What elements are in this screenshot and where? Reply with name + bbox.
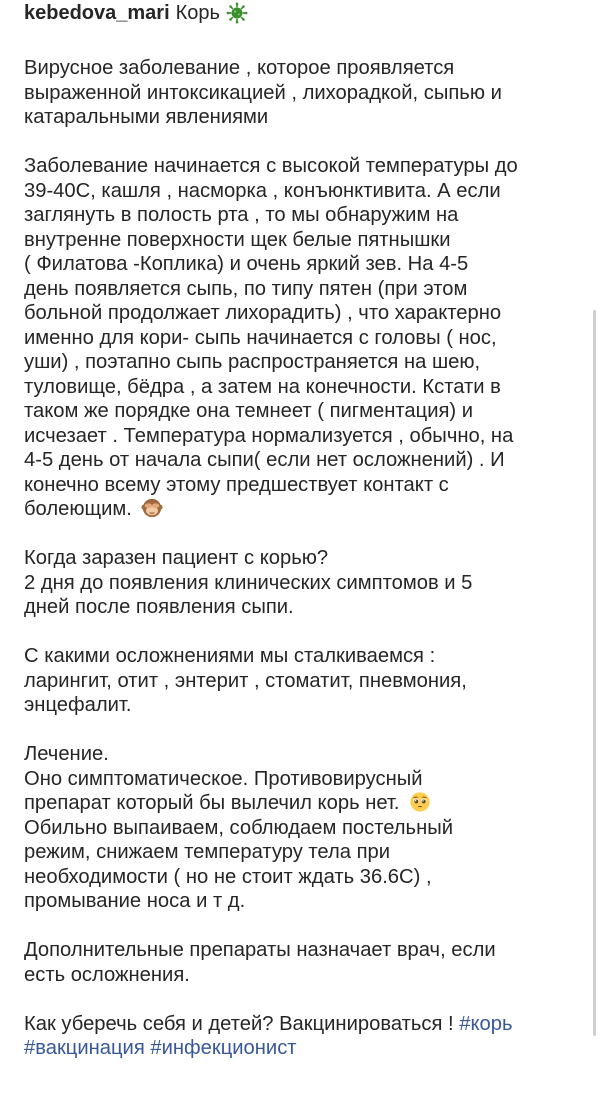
text-line: Оно симптоматическое. Противовирусный [24,767,423,790]
text-line: 2 дня до появления клинических симптомов и 5 [24,571,473,594]
text-line: Заболевание начинается с высокой температуры до [24,155,518,177]
text-line: Обильно выпаиваем, соблюдаем постельный [24,816,454,839]
text-line: Лечение. [24,743,109,765]
hashtag-link[interactable]: #инфекционист [150,1037,297,1059]
text-line: катаральными явлениями [24,106,269,128]
text-line: именно для кори- сыпь начинается с головы ( нос, [24,326,497,349]
scrollbar[interactable] [593,310,596,1036]
text-line: дней после появления сыпи. [24,596,294,618]
text-line: внутренне поверхности щек белые пятнышки [24,228,451,251]
paragraph-treatment [24,742,590,914]
text-line: исчезает . Температура нормализуется , обычно, на [24,424,514,447]
text-line: конечно всему этому предшествует контакт с [24,473,449,496]
text-line: заглянуть в полость рта , то мы обнаружим на [24,204,459,226]
text-line: промывание носа и т д. [24,890,246,912]
text-line: Дополнительные препараты назначает врач, если [24,939,496,961]
text-line: туловище, бёдра , а затем на конечности. Кстати в [24,375,501,398]
virus-icon [226,2,248,24]
text-line: необходимости ( но не стоит ждать 36.6С) , [24,865,432,888]
text-line: ларингит, отит , энтерит , стоматит, пневмония, [24,669,467,692]
text-line: энцефалит. [24,694,132,716]
paragraph-symptoms [24,154,590,522]
text-fragment: болеющим. [24,498,132,520]
hashtag-link[interactable]: #корь [459,1012,513,1035]
text-line: Вирусное заболевание , которое проявляется [24,57,455,79]
paragraph-contagious [24,546,590,620]
text-line: Когда заразен пациент с корью? [24,547,329,569]
text-line: уши) , поэтапно сыпь распространяется на шею, [24,351,481,373]
text-line: ( Филатова -Коплика) и очень яркий зев. На 4-5 [24,253,469,275]
hashtag-link[interactable]: #вакцинация [24,1037,145,1059]
paragraph-additional [24,938,590,987]
post-caption [24,0,590,1061]
text-line: 4-5 день от начала сыпи( если нет осложнений) . И [24,449,505,471]
text-line: 39-40С, кашля , насморка , конъюнктивита. А если [24,179,501,202]
text-line: день появляется сыпь, по типу пятен (при этом [24,277,468,300]
text-fragment: Как уберечь себя и детей? Вакцинироваться ! [24,1012,454,1035]
post-header [24,0,590,26]
text-line: С какими осложнениями мы сталкиваемся : [24,645,436,667]
text-line: выраженной интоксикацией , лихорадкой, сыпью и [24,81,502,104]
text-line: таком же порядке она темнеет ( пигментация) и [24,400,474,422]
paragraph-prevention [24,1012,590,1061]
text-line-with-emoji [24,791,590,816]
username-link[interactable]: kebedova_mari [24,2,170,24]
paragraph-complications [24,644,590,718]
see-no-evil-monkey-icon [141,497,163,519]
text-line: есть осложнения. [24,963,190,986]
paragraph-definition [24,56,590,130]
post-title: Корь [175,2,220,24]
text-fragment: препарат который бы вылечил корь нет. [24,792,400,814]
text-line: режим, снижаем температуру тела при [24,841,391,863]
text-line-with-hashtag [24,1012,590,1037]
text-line-with-emoji [24,497,590,522]
text-line: больной продолжает лихорадить) , что характерно [24,302,502,324]
pleading-face-icon [409,791,431,813]
hashtag-line [24,1036,590,1061]
